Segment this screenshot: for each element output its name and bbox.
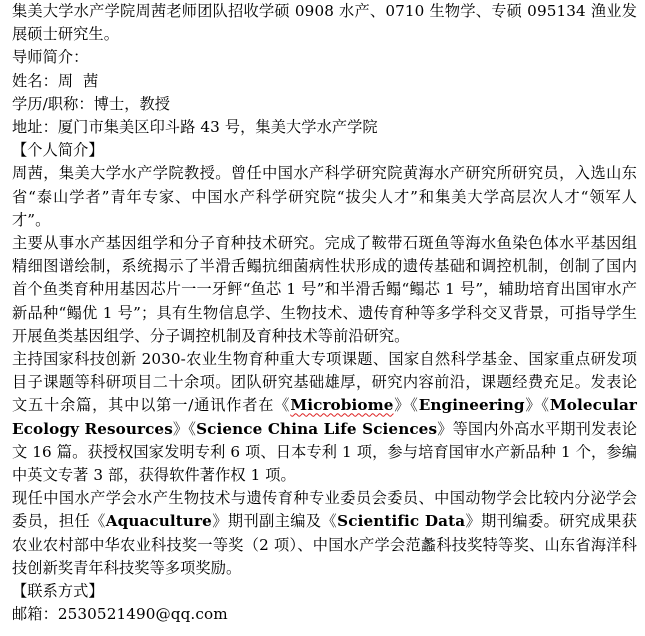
journal-aquaculture: Aquaculture: [105, 512, 212, 531]
p4-text-after: 》期刊编委。研究成果获农业农村部中华农业科技奖一等奖（2 项）、中国水产学会范蠡科技奖特等奖、山东省海洋科技创新奖青年科技奖等多项奖励。: [12, 512, 637, 577]
name-label: 姓名：: [12, 71, 58, 90]
p3-text-before: 主持国家科技创新 2030-农业生物育种重大专项课题、国家自然科学基金、国家重点研发项目子课题等科研项目二十余项。团队研究基础雄厚，研究内容前沿，课题经费充足。发表论文五十余篇，其中以第一/通讯作者在《: [12, 350, 637, 415]
p3-sep-1: 》《: [393, 396, 419, 415]
journal-engineering: Engineering: [418, 396, 525, 415]
journal-scientific-data: Scientific Data: [337, 512, 466, 531]
mentor-address-line: [12, 116, 637, 139]
p4-text-mid: 》期刊副主编及《: [211, 512, 338, 531]
journal-molecular-ecology-resources: Molecular Ecology Resources: [12, 396, 638, 438]
profile-paragraph-4: [12, 487, 637, 580]
contact-section-title: 【联系方式】: [12, 582, 104, 601]
journal-microbiome: Microbiome: [290, 396, 394, 415]
degree-value: 博士，教授: [93, 94, 171, 113]
p3-sep-3: 》《: [172, 419, 197, 438]
address-label: 地址：: [12, 118, 58, 137]
profile-paragraph-1: 周茜，集美大学水产学院教授。曾任中国水产科学研究院黄海水产研究所研究员，入选山东省“泰山学者”青年专家、中国水产科学研究院“拔尖人才”和集美大学高层次人才“领军人才”。: [12, 164, 637, 229]
degree-label: 学历/职称：: [12, 94, 94, 113]
profile-section-title: 【个人简介】: [12, 141, 104, 160]
p3-text-after: 》等国内外高水平期刊发表论文 16 篇。获授权国家发明专利 6 项、日本专利 1 项，参与培育国审水产新品种 1 个，参编中英文专著 3 部，获得软件著作权 1 项。: [12, 419, 637, 485]
mentor-degree-line: [12, 93, 637, 116]
p3-sep-2: 》《: [524, 396, 550, 415]
profile-paragraph-3: [12, 348, 637, 487]
contact-email-line: [12, 603, 637, 626]
name-value: 周 茜: [57, 71, 99, 90]
address-value: 厦门市集美区印斗路 43 号，集美大学水产学院: [57, 118, 378, 137]
email-label: 邮箱：: [12, 605, 58, 624]
p4-text-before: 现任中国水产学会水产生物技术与遗传育种专业委员会委员、中国动物学会比较内分泌学会委员，担任《: [12, 489, 637, 531]
mentor-name-line: [12, 70, 637, 93]
recruit-title: 集美大学水产学院周茜老师团队招收学硕 0908 水产、0710 生物学、专硕 095134 渔业发展硕士研究生。: [12, 2, 637, 44]
email-value: 2530521490@qq.com: [57, 605, 228, 624]
profile-paragraph-2: 主要从事水产基因组学和分子育种技术研究。完成了鞍带石斑鱼等海水鱼染色体水平基因组精细图谱绘制，系统揭示了半滑舌鳎抗细菌病性状形成的遗传基础和调控机制，创制了国内首个鱼类育种用基因芯片一一牙鲆“鱼芯 1 号”和半滑舌鳎“鳎芯 1 号”，辅助培育出国审水产新品种“鳎优 1 号”；具有生物信息学、生物技术、遗传育种等多学科交叉背景，可指导学生开展鱼类基因组学、分子调控机制及育种技术等前沿研究。: [12, 234, 637, 345]
mentor-intro-label: 导师简介：: [12, 48, 89, 67]
journal-science-china-life-sciences: Science China Life Sciences: [196, 419, 438, 438]
